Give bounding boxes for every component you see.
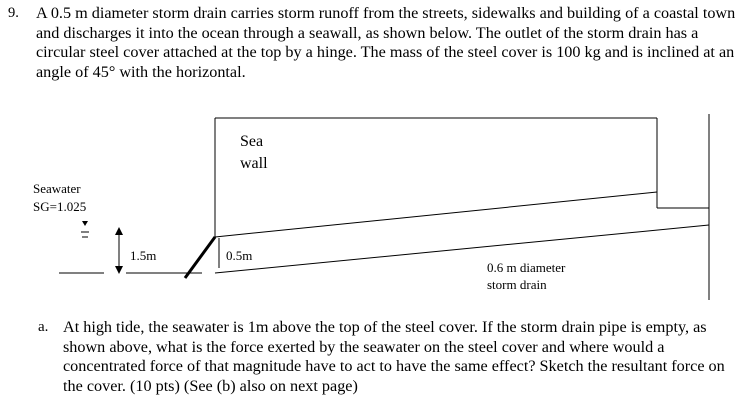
problem-number: 9.: [8, 5, 19, 21]
steel-cover: [185, 237, 215, 278]
problem-statement: A 0.5 m diameter storm drain carries storm runoff from the streets, sidewalks and building of a coastal town and discharges it into the ocean through a seawall, as shown below. The outlet of the storm drain has a circular steel cover attached at the top by a hinge. The mass of the steel cover is 100 kg and is inclined at an angle of 45° with the horizontal.: [36, 4, 736, 81]
depth-label: 1.5m: [130, 248, 157, 263]
part-a-marker: a.: [38, 319, 49, 335]
part-a-question: At high tide, the seawater is 1m above the top of the steel cover. If the storm drain pipe is empty, as shown above, what is the force exerted by the seawater on the steel cover and where would a concentrated force of that magnitude have to act to have the same effect? Sketch the resultant force on the cover. (10 pts) (See (b) also on next page): [63, 318, 725, 395]
outlet-diameter-label: 0.5m: [226, 248, 253, 263]
pipe-bottom-edge: [215, 225, 709, 273]
seawater-sg-label: SG=1.025: [33, 199, 87, 214]
diagram-drawing: [0, 100, 751, 300]
pipe-label-line2: storm drain: [487, 277, 547, 292]
depth-arrow-down: [115, 266, 123, 274]
seawall-label-line2: wall: [240, 155, 268, 172]
seawall-label-line1: Sea: [240, 133, 264, 150]
storm-drain-diagram: [0, 100, 751, 300]
seawater-label: Seawater: [33, 181, 81, 196]
pipe-label-line1: 0.6 m diameter: [487, 260, 566, 275]
water-surface-symbol: [82, 221, 88, 226]
pipe-top-edge: [215, 192, 657, 237]
depth-arrow-up: [115, 227, 123, 235]
